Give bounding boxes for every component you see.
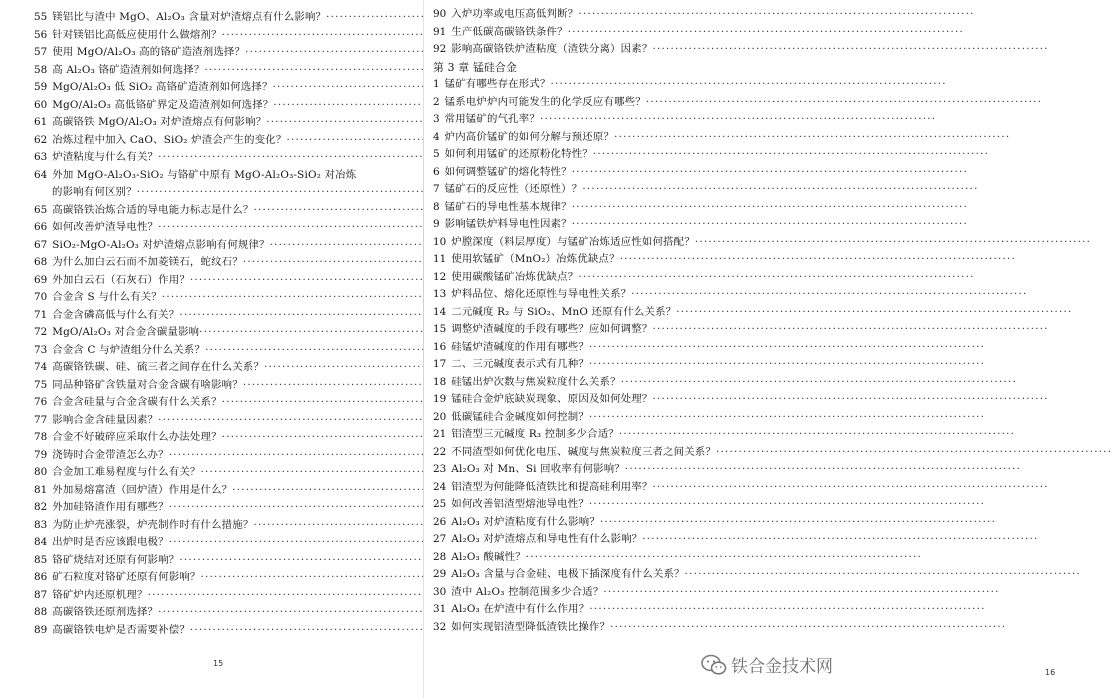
toc-entry-title: 同品种铬矿含铁量对合金含碳有啥影响？ <box>52 378 243 391</box>
toc-entry <box>433 514 813 532</box>
toc-entry-number: 84 <box>34 536 48 548</box>
toc-entry <box>34 447 402 465</box>
toc-entry-title: 镁铝比与渣中 MgO、Al₂O₃ 含量对炉渣熔点有什么影响？ <box>52 11 327 23</box>
toc-entry-title: 炉渣粘度与什么有关？ <box>52 151 159 163</box>
toc-entry-title: 如何调整锰矿的熔化特性？ <box>444 165 572 178</box>
toc-entry <box>34 9 402 27</box>
toc-entry-title: 渣中 Al₂O₃ 控制范围多少合适？ <box>451 585 604 598</box>
toc-entry-title: 影响高碳铬铁炉渣粘度（渣铁分离）因素？ <box>451 43 653 55</box>
toc-entry <box>34 412 402 430</box>
toc-entry <box>433 356 813 374</box>
toc-entry <box>34 517 402 535</box>
toc-entry-title: Al₂O₃ 含量与合金硅、电极下插深度有什么关系？ <box>451 568 685 580</box>
watermark-text: 铁合金技术网 <box>731 657 833 677</box>
toc-entry-number: 63 <box>34 151 48 163</box>
toc-entry <box>433 269 813 287</box>
toc-entry-number: 71 <box>34 308 48 321</box>
toc-entry-title: 浇铸时合金带渣怎么办？ <box>52 448 169 461</box>
toc-entry-number: 23 <box>433 463 447 475</box>
toc-entry-title: 锰矿石的反应性（还原性）？ <box>444 183 583 195</box>
toc-entry-title: 铝渣型三元碱度 R₃ 控制多少合适？ <box>451 428 619 440</box>
toc-entry-number: 19 <box>433 393 447 405</box>
toc-entry <box>34 587 402 605</box>
dot-leader <box>158 412 402 430</box>
toc-entry-title: SiO₂-MgO-Al₂O₃ 对炉渣熔点影响有何规律？ <box>52 238 270 251</box>
toc-entry-number: 73 <box>34 343 48 356</box>
toc-entry-number: 59 <box>34 81 48 93</box>
toc-entry <box>433 111 813 129</box>
toc-entry-title: 锰硅合金炉底缺炭现象、原因及如何处理？ <box>451 393 653 405</box>
toc-entry <box>433 549 813 567</box>
toc-entry <box>34 79 402 97</box>
toc-entry-title: MgO/Al₂O₃ 低 SiO₂ 高铬矿造渣剂如何选择？ <box>52 81 273 93</box>
toc-entry-number: 55 <box>34 11 48 23</box>
toc-entry-number: 2 <box>433 95 440 108</box>
toc-entry-number: 72 <box>34 326 48 338</box>
dot-leader <box>676 304 813 322</box>
toc-entry <box>433 566 813 584</box>
toc-entry-title: 铬矿烧结对还原有何影响？ <box>52 553 180 566</box>
toc-entry-number: 88 <box>34 606 48 618</box>
toc-entry-title: Al₂O₃ 在炉渣中有什么作用？ <box>451 603 590 615</box>
toc-entry <box>34 219 402 237</box>
toc-entry-title: 使用碳酸锰矿冶炼优缺点？ <box>451 270 579 283</box>
toc-entry-title: 影响锰铁炉料导电性因素？ <box>444 218 572 230</box>
dot-leader <box>695 234 813 252</box>
toc-entry-number: 90 <box>433 8 447 20</box>
toc-entry-number: 26 <box>433 515 447 528</box>
toc-entry-title: 使用 MgO/Al₂O₃ 高的铬矿造渣剂选择？ <box>52 46 246 58</box>
dot-leader <box>253 517 402 535</box>
dot-leader <box>589 496 813 514</box>
dot-leader <box>621 374 813 392</box>
toc-entry-number: 4 <box>433 130 440 143</box>
toc-entry <box>34 377 402 395</box>
toc-entry-title: 合金含磷高低与什么有关？ <box>52 308 180 321</box>
toc-entry-number: 6 <box>433 165 440 178</box>
dot-leader <box>589 601 813 619</box>
dot-leader <box>190 622 402 640</box>
dot-leader <box>646 94 813 112</box>
toc-entry-number: 92 <box>433 43 447 55</box>
toc-entry-number: 22 <box>433 445 447 458</box>
toc-entry-number: 21 <box>433 428 447 440</box>
toc-right-list <box>433 6 813 636</box>
toc-entry-title: 矿石粒度对铬矿还原有何影响？ <box>52 571 201 583</box>
toc-entry <box>34 289 402 307</box>
toc-entry-title: Al₂O₃ 对 Mn、Si 回收率有何影响？ <box>451 463 625 475</box>
toc-entry-title: 合金加工难易程度与什么有关？ <box>52 466 201 478</box>
dot-leader <box>201 569 402 587</box>
toc-entry-title: 合金含 S 与什么有关？ <box>52 291 162 303</box>
dot-leader <box>179 552 402 570</box>
toc-entry-number: 80 <box>34 466 48 478</box>
toc-entry-title: 高 Al₂O₃ 铬矿造渣剂如何选择？ <box>52 63 205 76</box>
toc-entry-number: 16 <box>433 340 447 353</box>
toc-entry <box>433 619 813 637</box>
toc-entry-title: 如何利用锰矿的还原粉化特性？ <box>444 148 593 160</box>
toc-entry <box>433 444 813 462</box>
dot-leader <box>716 444 813 462</box>
toc-entry-number: 3 <box>433 113 440 125</box>
toc-entry-title-continued: 的影响有何区别？ <box>52 186 137 198</box>
toc-entry-number: 30 <box>433 585 447 598</box>
dot-leader <box>642 531 813 549</box>
dot-leader <box>652 41 813 59</box>
toc-entry-number: 62 <box>34 133 48 146</box>
dot-leader <box>199 324 402 342</box>
dot-leader <box>578 269 813 287</box>
dot-leader <box>169 534 402 552</box>
toc-entry <box>34 202 402 220</box>
toc-entry-number: 7 <box>433 183 440 195</box>
toc-entry-number: 77 <box>34 413 48 426</box>
chapter-heading <box>433 59 813 77</box>
toc-entry-title: 高碳铬铁冶炼合适的导电能力标志是什么？ <box>52 203 254 216</box>
toc-entry <box>433 181 813 199</box>
toc-entry-number: 56 <box>34 28 48 41</box>
toc-entry-number: 15 <box>433 323 447 335</box>
toc-entry <box>34 114 402 132</box>
toc-left-list <box>34 9 402 639</box>
toc-entry-title: MgO/Al₂O₃ 高低铬矿界定及造渣剂如何选择？ <box>52 98 274 111</box>
toc-entry-number: 17 <box>433 358 447 370</box>
toc-entry-title: 高碳铬铁碳、硅、硫三者之间存在什么关系？ <box>52 361 265 373</box>
toc-entry-number: 24 <box>433 480 447 493</box>
dot-leader <box>158 219 402 237</box>
toc-entry-title: 出炉时是否应该跟电极？ <box>52 536 169 548</box>
dot-leader <box>169 499 402 517</box>
toc-entry-number: 12 <box>433 270 447 283</box>
toc-entry <box>433 391 813 409</box>
toc-entry-title: 硅锰出炉次数与焦炭粒度什么关系？ <box>451 375 621 388</box>
dot-leader <box>222 394 402 412</box>
dot-leader <box>652 391 813 409</box>
toc-entry <box>433 374 813 392</box>
dot-leader <box>603 584 813 602</box>
dot-leader <box>572 216 813 234</box>
toc-entry <box>34 44 402 62</box>
toc-entry-title: 铬矿炉内还原机理？ <box>52 588 148 601</box>
toc-entry-title: 为什么加白云石而不加菱镁石，蛇纹石？ <box>52 256 243 268</box>
toc-entry-number: 28 <box>433 550 447 563</box>
dot-leader <box>593 146 813 164</box>
dot-leader <box>631 286 813 304</box>
right-page <box>424 0 1056 698</box>
toc-entry <box>34 132 402 150</box>
toc-entry-number: 61 <box>34 116 48 128</box>
toc-entry <box>433 41 813 59</box>
dot-leader <box>572 164 813 182</box>
toc-entry-number: 86 <box>34 571 48 583</box>
toc-entry-title: 合金含 C 与炉渣组分什么关系？ <box>52 343 206 356</box>
toc-entry <box>433 584 813 602</box>
toc-entry-number: 89 <box>34 623 48 636</box>
toc-entry-number: 20 <box>433 410 447 423</box>
watermark <box>701 652 833 677</box>
toc-entry-number: 1 <box>433 78 440 90</box>
toc-entry-number: 70 <box>34 291 48 303</box>
dot-leader <box>232 482 402 500</box>
toc-entry-number: 58 <box>34 63 48 76</box>
dot-leader <box>568 24 813 42</box>
toc-entry <box>433 286 813 304</box>
toc-entry <box>433 251 813 269</box>
dot-leader <box>148 587 402 605</box>
toc-entry-title: 炉膛深度（料层厚度）与锰矿冶炼适应性如何搭配？ <box>451 235 695 248</box>
dot-leader <box>572 199 813 217</box>
toc-entry <box>433 164 813 182</box>
toc-entry-title: 炉内高价锰矿的如何分解与预还原？ <box>444 130 615 143</box>
dot-leader <box>620 251 813 269</box>
toc-entry-title: 铝渣型为何能降低渣铁比和提高硅利用率？ <box>451 480 653 493</box>
toc-entry-number: 65 <box>34 203 48 216</box>
toc-entry <box>34 394 402 412</box>
dot-leader <box>222 429 402 447</box>
toc-entry-number: 85 <box>34 553 48 566</box>
toc-entry <box>34 482 402 500</box>
toc-entry-number: 79 <box>34 448 48 461</box>
toc-entry <box>433 409 813 427</box>
toc-entry-number: 5 <box>433 148 440 160</box>
toc-entry-number: 69 <box>34 273 48 286</box>
toc-entry-title: 如何实现铝渣型降低渣铁比操作？ <box>451 620 611 633</box>
toc-entry-title: 为防止炉壳涨裂，炉壳制作时有什么措施？ <box>52 518 254 531</box>
toc-entry-number: 81 <box>34 483 48 496</box>
toc-entry <box>433 216 813 234</box>
toc-entry-title: MgO/Al₂O₃ 对合金含碳量影响 <box>52 326 200 338</box>
dot-leader <box>326 9 402 27</box>
toc-entry-title: 使用软锰矿（MnO₂）冶炼优缺点？ <box>451 253 620 265</box>
toc-entry <box>433 234 813 252</box>
toc-entry <box>34 604 402 622</box>
toc-entry <box>433 496 813 514</box>
toc-entry <box>34 534 402 552</box>
dot-leader <box>266 114 402 132</box>
toc-entry <box>34 622 402 640</box>
toc-entry-number: 11 <box>433 253 447 265</box>
dot-leader <box>222 27 402 45</box>
toc-entry-title: 针对镁铝比高低应使用什么做熔剂？ <box>52 28 222 41</box>
toc-entry-title: 高碳铬铁电炉是否需要补偿？ <box>52 623 190 636</box>
toc-entry <box>34 569 402 587</box>
toc-entry-number: 83 <box>34 518 48 531</box>
toc-entry-number: 66 <box>34 221 48 233</box>
toc-entry-title: 锰矿石的导电性基本规律？ <box>444 200 572 213</box>
wechat-icon <box>701 654 727 676</box>
toc-entry <box>433 304 813 322</box>
toc-entry-number: 64 <box>34 168 48 181</box>
toc-entry <box>433 6 813 24</box>
toc-entry-title: Al₂O₃ 对炉渣熔点和导电性有什么影响？ <box>451 533 643 545</box>
toc-entry <box>433 94 813 112</box>
dot-leader <box>253 202 402 220</box>
dot-leader <box>243 377 402 395</box>
chapter-title: 第 3 章 锰硅合金 <box>433 60 517 74</box>
toc-entry <box>433 199 813 217</box>
dot-leader <box>551 76 813 94</box>
toc-entry-title: 外加 MgO-Al₂O₃-SiO₂ 与铬矿中原有 MgO-Al₂O₃-SiO₂ 对冶炼 <box>52 168 357 181</box>
dot-leader <box>264 359 402 377</box>
toc-entry-number: 60 <box>34 98 48 111</box>
toc-entry <box>433 146 813 164</box>
toc-entry-number: 27 <box>433 533 447 545</box>
toc-entry-title: Al₂O₃ 对炉渣粘度有什么影响？ <box>451 515 600 528</box>
toc-entry-number: 18 <box>433 375 447 388</box>
dot-leader <box>619 426 813 444</box>
dot-leader <box>589 356 813 374</box>
toc-entry <box>34 254 402 272</box>
toc-entry-number: 91 <box>433 25 447 38</box>
toc-entry-number: 74 <box>34 361 48 373</box>
toc-entry-number: 14 <box>433 305 447 318</box>
dot-leader <box>270 237 402 255</box>
toc-entry-number: 25 <box>433 498 447 510</box>
toc-entry <box>34 464 402 482</box>
toc-entry <box>34 324 402 342</box>
toc-entry-number: 67 <box>34 238 48 251</box>
toc-entry-number: 76 <box>34 396 48 408</box>
dot-leader <box>245 44 402 62</box>
dot-leader <box>273 79 402 97</box>
dot-leader <box>179 307 402 325</box>
toc-entry-title: 合金含硅量与合金含碳有什么关系？ <box>52 396 222 408</box>
toc-entry-title: 锰系电炉炉内可能发生的化学反应有哪些？ <box>444 95 646 108</box>
toc-entry-title: 锰矿有哪些存在形式？ <box>444 78 551 90</box>
toc-entry-title: 不同渣型如何优化电压、碱度与焦炭粒度三者之间关系？ <box>451 445 716 458</box>
dot-leader <box>625 461 813 479</box>
toc-entry <box>433 426 813 444</box>
toc-entry <box>34 62 402 80</box>
toc-entry-title: 常用锰矿的气孔率？ <box>444 113 540 125</box>
dot-leader <box>652 479 813 497</box>
toc-entry <box>34 307 402 325</box>
dot-leader <box>589 409 813 427</box>
dot-leader <box>610 619 813 637</box>
toc-entry-title: 低碳锰硅合金碱度如何控制？ <box>451 410 589 423</box>
toc-entry <box>34 167 402 202</box>
toc-entry-title: 如何改善铝渣型熔池导电性？ <box>451 498 589 510</box>
toc-entry-number: 32 <box>433 620 447 633</box>
toc-entry <box>34 149 402 167</box>
toc-entry <box>34 342 402 360</box>
toc-entry-number: 82 <box>34 501 48 513</box>
toc-entry-title: 炉料品位、熔化还原性与导电性关系？ <box>451 288 632 300</box>
toc-entry-number: 57 <box>34 46 48 58</box>
dot-leader <box>158 149 402 167</box>
toc-entry-title: 入炉功率或电压高低判断？ <box>451 8 579 20</box>
dot-leader <box>169 447 402 465</box>
dot-leader <box>614 129 813 147</box>
toc-entry <box>34 359 402 377</box>
dot-leader <box>578 6 813 24</box>
dot-leader <box>685 566 813 584</box>
dot-leader <box>600 514 813 532</box>
toc-entry-title: 调整炉渣碱度的手段有哪些？应如何调整？ <box>451 323 653 335</box>
dot-leader <box>158 604 402 622</box>
toc-entry <box>433 24 813 42</box>
dot-leader <box>201 464 402 482</box>
toc-entry <box>34 272 402 290</box>
dot-leader <box>243 254 402 272</box>
left-page <box>0 0 423 698</box>
dot-leader <box>652 321 813 339</box>
dot-leader <box>582 181 813 199</box>
toc-entry-title: 二、三元碱度表示式有几种？ <box>451 358 589 370</box>
toc-entry <box>34 429 402 447</box>
dot-leader <box>273 97 402 115</box>
toc-entry <box>34 27 402 45</box>
toc-entry <box>34 97 402 115</box>
dot-leader <box>205 342 402 360</box>
toc-entry <box>34 237 402 255</box>
page-number-left: 15 <box>213 659 224 668</box>
toc-entry <box>433 461 813 479</box>
toc-entry-number: 8 <box>433 200 440 213</box>
toc-entry-title: Al₂O₃ 酸碱性？ <box>451 550 526 563</box>
toc-entry <box>433 531 813 549</box>
toc-entry <box>433 479 813 497</box>
toc-entry-title: 高碳铬铁还原剂选择？ <box>52 606 159 618</box>
toc-entry-title: 影响合金含硅量因素？ <box>52 413 159 426</box>
toc-entry-title: 二元碱度 R₂ 与 SiO₂、MnO 还原有什么关系？ <box>451 305 677 318</box>
dot-leader <box>137 184 402 202</box>
toc-entry-title: 外加白云石（石灰石）作用？ <box>52 273 190 286</box>
toc-entry <box>433 339 813 357</box>
toc-entry <box>433 601 813 619</box>
toc-entry <box>433 129 813 147</box>
toc-entry <box>34 499 402 517</box>
toc-entry-number: 9 <box>433 218 440 230</box>
dot-leader <box>204 62 402 80</box>
toc-entry-number: 75 <box>34 378 48 391</box>
toc-entry <box>433 321 813 339</box>
toc-entry <box>34 552 402 570</box>
dot-leader <box>190 272 402 290</box>
dot-leader <box>162 289 402 307</box>
toc-entry <box>433 76 813 94</box>
page-number-right: 16 <box>1045 668 1056 677</box>
dot-leader <box>540 111 813 129</box>
toc-entry-title: 生产低碳高碳铬铁条件？ <box>451 25 568 38</box>
toc-entry-number: 29 <box>433 568 447 580</box>
dot-leader <box>526 549 813 567</box>
toc-entry-title: 合金不好破碎应采取什么办法处理？ <box>52 431 222 443</box>
toc-entry-number: 10 <box>433 235 447 248</box>
toc-entry-number: 13 <box>433 288 447 300</box>
dot-leader <box>589 339 813 357</box>
toc-entry-title: 高碳铬铁 MgO/Al₂O₃ 对炉渣熔点有何影响？ <box>52 116 267 128</box>
toc-entry-title: 外加易熔富渣（回炉渣）作用是什么？ <box>52 483 233 496</box>
toc-entry-title: 硅锰炉渣碱度的作用有哪些？ <box>451 340 589 353</box>
toc-entry-number: 78 <box>34 431 48 443</box>
toc-entry-number: 87 <box>34 588 48 601</box>
toc-entry-title: 如何改善炉渣导电性？ <box>52 221 159 233</box>
toc-entry-number: 68 <box>34 256 48 268</box>
dot-leader <box>286 132 402 150</box>
toc-entry-number: 31 <box>433 603 447 615</box>
toc-entry-title: 外加硅铬渣作用有哪些？ <box>52 501 169 513</box>
toc-entry-title: 冶炼过程中加入 CaO、SiO₂ 炉渣会产生的变化？ <box>52 133 287 146</box>
